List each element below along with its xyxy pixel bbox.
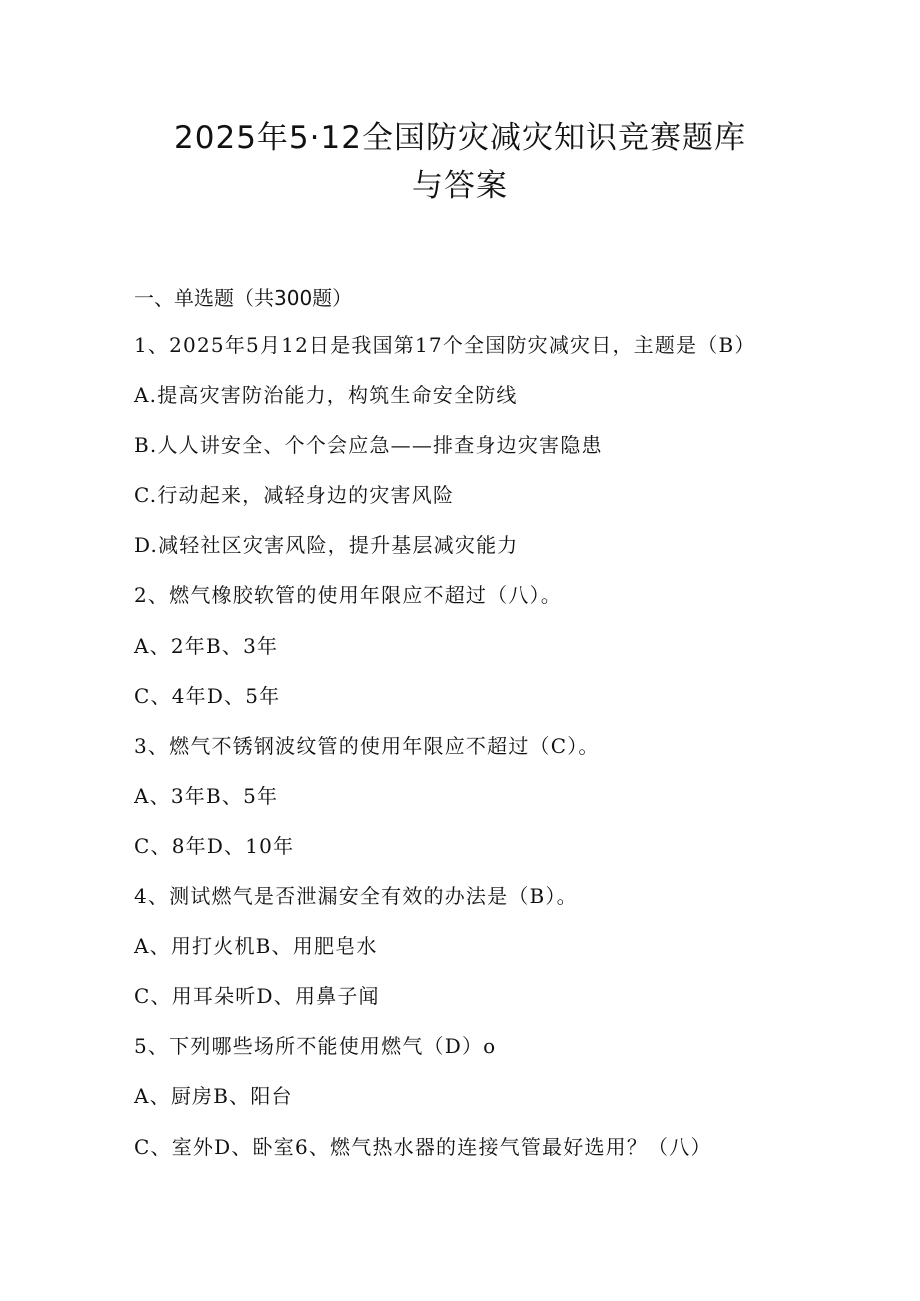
question-line: 2、燃气橡胶软管的使用年限应不超过（八）。: [134, 583, 562, 608]
option-line: A、厨房B、阳台: [134, 1084, 293, 1109]
option-line: B.人人讲安全、个个会应急——排查身边灾害隐患: [134, 433, 603, 458]
document-title-line1: 2025年5·12全国防灾减灾知识竞赛题库: [174, 120, 746, 156]
option-line: D.减轻社区灾害风险，提升基层减灾能力: [134, 533, 519, 558]
question-line: 4、测试燃气是否泄漏安全有效的办法是（B）。: [134, 884, 578, 909]
option-line: A、用打火机B、用肥皂水: [134, 934, 378, 959]
option-line: C、4年D、5年: [134, 683, 281, 708]
question-line: 3、燃气不锈钢波纹管的使用年限应不超过（C）。: [134, 733, 600, 758]
section-heading: 一、单选题（共300题）: [134, 286, 353, 310]
option-line: C、8年D、10年: [134, 833, 295, 858]
document-title-line2: 与答案: [412, 168, 508, 204]
option-line: A.提高灾害防治能力，构筑生命安全防线: [134, 383, 518, 408]
question-line: 5、下列哪些场所不能使用燃气（D）o: [134, 1034, 497, 1059]
option-line: C、室外D、卧室6、燃气热水器的连接气管最好选用？（八）: [134, 1134, 712, 1159]
option-line: A、2年B、3年: [134, 633, 279, 658]
option-line: A、3年B、5年: [134, 783, 279, 808]
question-list: [134, 330, 874, 1182]
option-line: C.行动起来，减轻身边的灾害风险: [134, 483, 455, 508]
option-line: C、用耳朵听D、用鼻子闻: [134, 984, 380, 1009]
question-line: 1、2025年5月12日是我国第17个全国防灾减灾日，主题是（B）: [134, 333, 756, 357]
